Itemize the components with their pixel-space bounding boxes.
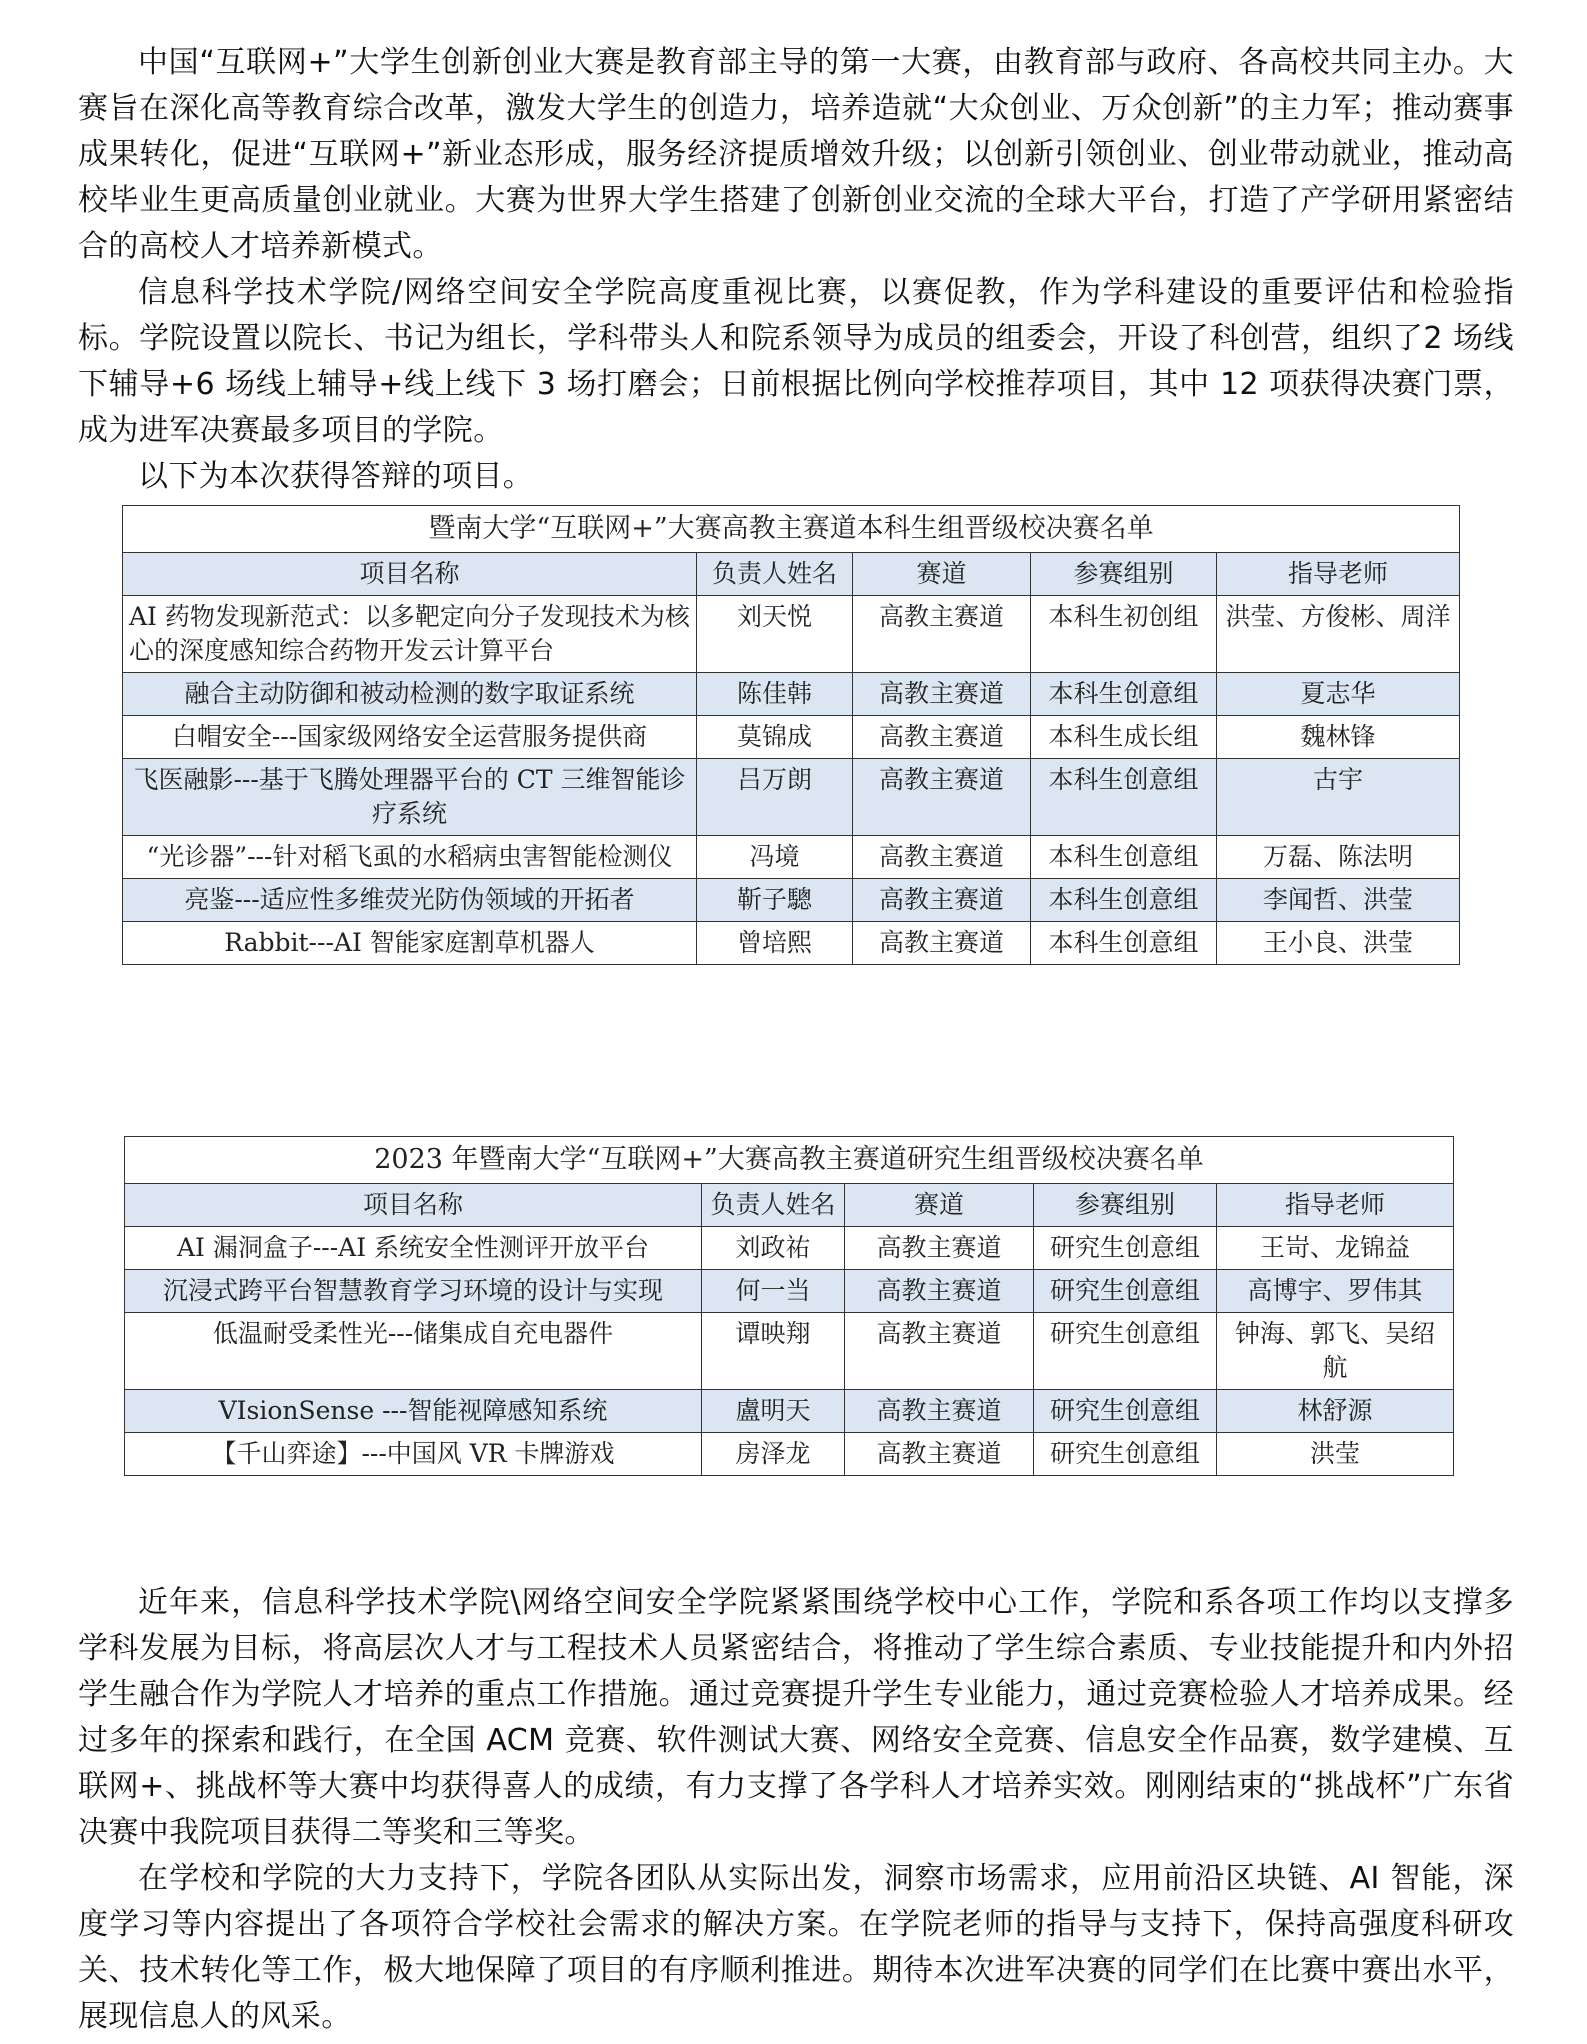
project-name-cell: VIsionSense ---智能视障感知系统 <box>125 1390 702 1433</box>
advisor-cell: 高博宇、罗伟其 <box>1217 1270 1454 1313</box>
undergraduate-finalists-table <box>122 505 1460 965</box>
intro-paragraph-2: 信息科学技术学院/网络空间安全学院高度重视比赛，以赛促教，作为学科建设的重要评估和检验指标。学院设置以院长、书记为组长，学科带头人和院系领导为成员的组委会，开设了科创营，组织了2 场线下辅导+6 场线上辅导+线上线下 3 场打磨会；日前根据比例向学校推荐项目，其中 12 项获得决赛门票，成为进军决赛最多项目的学院。 <box>78 275 1514 448</box>
advisor-cell: 万磊、陈法明 <box>1217 836 1460 879</box>
track-cell: 高教主赛道 <box>853 596 1031 673</box>
advisor-cell: 古宇 <box>1217 759 1460 836</box>
group-cell: 研究生创意组 <box>1034 1390 1217 1433</box>
advisor-cell: 洪莹、方俊彬、周洋 <box>1217 596 1460 673</box>
table-title: 2023 年暨南大学“互联网+”大赛高教主赛道研究生组晋级校决赛名单 <box>125 1137 1454 1184</box>
advisor-cell: 夏志华 <box>1217 673 1460 716</box>
advisor-cell: 钟海、郭飞、吴绍航 <box>1217 1313 1454 1390</box>
closing-paragraph-1: 近年来，信息科学技术学院\网络空间安全学院紧紧围绕学校中心工作，学院和系各项工作均以支撑多学科发展为目标，将高层次人才与工程技术人员紧密结合，将推动了学生综合素质、专业技能提升和内外招学生融合作为学院人才培养的重点工作措施。通过竞赛提升学生专业能力，通过竞赛检验人才培养成果。经过多年的探索和践行，在全国 ACM 竞赛、软件测试大赛、网络安全竞赛、信息安全作品赛，数学建模、互联网+、挑战杯等大赛中均获得喜人的成绩，有力支撑了各学科人才培养实效。刚刚结束的“挑战杯”广东省决赛中我院项目获得二等奖和三等奖。 <box>78 1585 1514 1850</box>
project-name-cell: AI 药物发现新范式：以多靶定向分子发现技术为核心的深度感知综合药物开发云计算平台 <box>123 596 697 673</box>
leader-cell: 吕万朗 <box>697 759 853 836</box>
intro-paragraph-1: 中国“互联网+”大学生创新创业大赛是教育部主导的第一大赛，由教育部与政府、各高校共同主办。大赛旨在深化高等教育综合改革，激发大学生的创造力，培养造就“大众创业、万众创新”的主力军；推动赛事成果转化，促进“互联网+”新业态形成，服务经济提质增效升级；以创新引领创业、创业带动就业，推动高校毕业生更高质量创业就业。大赛为世界大学生搭建了创新创业交流的全球大平台，打造了产学研用紧密结合的高校人才培养新模式。 <box>78 45 1514 264</box>
table-row <box>123 759 1460 836</box>
leader-cell: 刘政祐 <box>702 1227 845 1270</box>
leader-cell: 陈佳韩 <box>697 673 853 716</box>
column-header: 指导老师 <box>1217 553 1460 596</box>
leader-cell: 谭映翔 <box>702 1313 845 1390</box>
advisor-cell: 王岢、龙锦益 <box>1217 1227 1454 1270</box>
track-cell: 高教主赛道 <box>853 836 1031 879</box>
advisor-cell: 王小良、洪莹 <box>1217 922 1460 965</box>
project-name-cell: 亮鉴---适应性多维荧光防伪领域的开拓者 <box>123 879 697 922</box>
table-row <box>125 1433 1454 1476</box>
table-row <box>123 716 1460 759</box>
track-cell: 高教主赛道 <box>845 1390 1034 1433</box>
table-header-row <box>125 1184 1454 1227</box>
closing-paragraph-2: 在学校和学院的大力支持下，学院各团队从实际出发，洞察市场需求，应用前沿区块链、AI 智能，深度学习等内容提出了各项符合学校社会需求的解决方案。在学院老师的指导与支持下，保持高强度科研攻关、技术转化等工作，极大地保障了项目的有序顺利推进。期待本次进军决赛的同学们在比赛中赛出水平，展现信息人的风采。 <box>78 1861 1514 2034</box>
leader-cell: 房泽龙 <box>702 1433 845 1476</box>
advisor-cell: 魏林锋 <box>1217 716 1460 759</box>
group-cell: 研究生创意组 <box>1034 1313 1217 1390</box>
project-name-cell: “光诊器”---针对稻飞虱的水稻病虫害智能检测仪 <box>123 836 697 879</box>
leader-cell: 靳子驄 <box>697 879 853 922</box>
project-name-cell: 飞医融影---基于飞腾处理器平台的 CT 三维智能诊疗系统 <box>123 759 697 836</box>
group-cell: 研究生创意组 <box>1034 1227 1217 1270</box>
project-name-cell: Rabbit---AI 智能家庭割草机器人 <box>123 922 697 965</box>
track-cell: 高教主赛道 <box>853 759 1031 836</box>
table-row <box>125 1313 1454 1390</box>
group-cell: 本科生创意组 <box>1031 673 1217 716</box>
table-row <box>123 596 1460 673</box>
table-row <box>125 1270 1454 1313</box>
leader-cell: 莫锦成 <box>697 716 853 759</box>
advisor-cell: 李闻哲、洪莹 <box>1217 879 1460 922</box>
advisor-cell: 林舒源 <box>1217 1390 1454 1433</box>
table-header-row <box>123 553 1460 596</box>
table-title: 暨南大学“互联网+”大赛高教主赛道本科生组晋级校决赛名单 <box>123 506 1460 553</box>
column-header: 负责人姓名 <box>697 553 853 596</box>
table-row <box>123 879 1460 922</box>
group-cell: 研究生创意组 <box>1034 1270 1217 1313</box>
table-row <box>123 836 1460 879</box>
track-cell: 高教主赛道 <box>853 922 1031 965</box>
intro-paragraph-3: 以下为本次获得答辩的项目。 <box>138 459 534 494</box>
project-name-cell: AI 漏洞盒子---AI 系统安全性测评开放平台 <box>125 1227 702 1270</box>
group-cell: 本科生创意组 <box>1031 759 1217 836</box>
leader-cell: 刘天悦 <box>697 596 853 673</box>
column-header: 项目名称 <box>123 553 697 596</box>
group-cell: 本科生初创组 <box>1031 596 1217 673</box>
table-row <box>125 1227 1454 1270</box>
advisor-cell: 洪莹 <box>1217 1433 1454 1476</box>
track-cell: 高教主赛道 <box>845 1270 1034 1313</box>
intro-section <box>78 40 1514 500</box>
track-cell: 高教主赛道 <box>845 1313 1034 1390</box>
group-cell: 研究生创意组 <box>1034 1433 1217 1476</box>
project-name-cell: 沉浸式跨平台智慧教育学习环境的设计与实现 <box>125 1270 702 1313</box>
track-cell: 高教主赛道 <box>853 879 1031 922</box>
project-name-cell: 白帽安全---国家级网络安全运营服务提供商 <box>123 716 697 759</box>
graduate-finalists-table <box>124 1136 1454 1476</box>
group-cell: 本科生创意组 <box>1031 922 1217 965</box>
leader-cell: 何一当 <box>702 1270 845 1313</box>
group-cell: 本科生创意组 <box>1031 879 1217 922</box>
group-cell: 本科生创意组 <box>1031 836 1217 879</box>
project-name-cell: 低温耐受柔性光---储集成自充电器件 <box>125 1313 702 1390</box>
table-row <box>123 922 1460 965</box>
track-cell: 高教主赛道 <box>845 1433 1034 1476</box>
track-cell: 高教主赛道 <box>845 1227 1034 1270</box>
leader-cell: 盧明天 <box>702 1390 845 1433</box>
column-header: 参赛组别 <box>1034 1184 1217 1227</box>
table-row <box>125 1390 1454 1433</box>
leader-cell: 曾培熙 <box>697 922 853 965</box>
column-header: 项目名称 <box>125 1184 702 1227</box>
project-name-cell: 【千山弈途】---中国风 VR 卡牌游戏 <box>125 1433 702 1476</box>
column-header: 指导老师 <box>1217 1184 1454 1227</box>
project-name-cell: 融合主动防御和被动检测的数字取证系统 <box>123 673 697 716</box>
column-header: 赛道 <box>845 1184 1034 1227</box>
column-header: 赛道 <box>853 553 1031 596</box>
table-row <box>123 673 1460 716</box>
group-cell: 本科生成长组 <box>1031 716 1217 759</box>
leader-cell: 冯境 <box>697 836 853 879</box>
column-header: 参赛组别 <box>1031 553 1217 596</box>
track-cell: 高教主赛道 <box>853 673 1031 716</box>
track-cell: 高教主赛道 <box>853 716 1031 759</box>
closing-section <box>78 1580 1514 2040</box>
column-header: 负责人姓名 <box>702 1184 845 1227</box>
